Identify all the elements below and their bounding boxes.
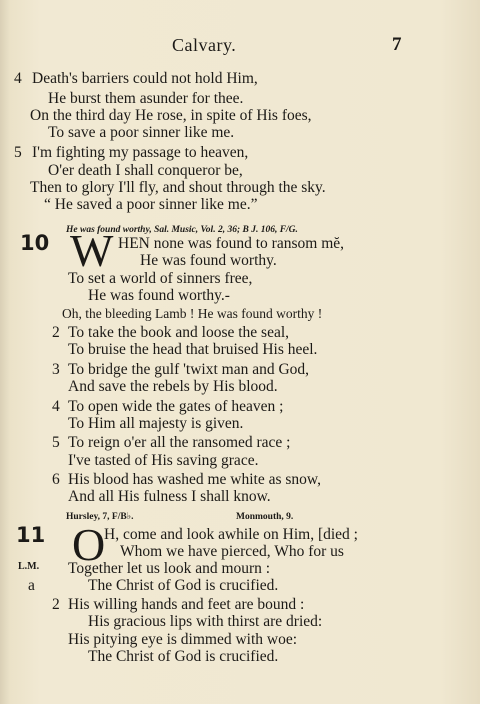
verse-line: He was found worthy.: [140, 252, 277, 269]
verse-line: And all His fulness I shall know.: [68, 488, 271, 505]
tune-reference: Hursley, 7, F/B♭.: [66, 512, 134, 522]
verse-line: He burst them asunder for thee.: [48, 90, 244, 107]
verse-line: The Christ of God is crucified.: [88, 577, 279, 594]
verse-line: The Christ of God is crucified.: [88, 648, 279, 665]
hymn-number: 11: [16, 523, 46, 547]
verse-line: Whom we have pierced, Who for us: [120, 543, 344, 560]
verse-line: To save a poor sinner like me.: [48, 124, 235, 141]
verse-line: “ He saved a poor sinner like me.”: [44, 196, 258, 213]
verse-number: 2: [52, 324, 60, 341]
verse-line: I'm fighting my passage to heaven,: [32, 144, 249, 161]
verse-number: 6: [52, 471, 60, 488]
verse-line: Death's barriers could not hold Him,: [32, 70, 258, 87]
verse-number: 5: [52, 434, 60, 451]
verse-line: I've tasted of His saving grace.: [68, 452, 259, 469]
verse-line: H, come and look awhile on Him, [died ;: [104, 526, 358, 543]
verse-line: His gracious lips with thirst are dried:: [88, 613, 323, 630]
verse-line: And save the rebels by His blood.: [68, 378, 278, 395]
tune-reference: He was found worthy, Sal. Music, Vol. 2, 36; B J. 106, F/G.: [66, 225, 298, 235]
meter-label: L.M.: [18, 561, 40, 572]
verse-line: To bruise the head that bruised His heel.: [68, 341, 318, 358]
verse-number: 3: [52, 361, 60, 378]
verse-number: 4: [52, 398, 60, 415]
verse-number: 5: [14, 144, 22, 161]
verse-line: Together let us look and mourn :: [68, 560, 271, 577]
tune-reference: Monmouth, 9.: [236, 512, 294, 522]
verse-line: To open wide the gates of heaven ;: [68, 398, 284, 415]
verse-line: To set a world of sinners free,: [68, 270, 253, 287]
verse-line: His blood has washed me white as snow,: [68, 471, 321, 488]
verse-line: To reign o'er all the ransomed race ;: [68, 434, 291, 451]
page-number: 7: [392, 34, 402, 55]
verse-number: 4: [14, 70, 22, 87]
verse-line: His willing hands and feet are bound :: [68, 596, 305, 613]
chorus-line: Oh, the bleeding Lamb ! He was found worthy !: [62, 306, 323, 321]
verse-line: Then to glory I'll fly, and shout through the sky.: [30, 179, 326, 196]
verse-line: To take the book and loose the seal,: [68, 324, 290, 341]
page-title: Calvary.: [172, 35, 237, 55]
verse-line: HEN none was found to ransom mĕ,: [118, 235, 344, 252]
verse-line: To bridge the gulf 'twixt man and God,: [68, 361, 310, 378]
verse-line: On the third day He rose, in spite of His foes,: [30, 107, 312, 124]
verse-line: To Him all majesty is given.: [68, 415, 244, 432]
verse-line: His pitying eye is dimmed with woe:: [68, 631, 298, 648]
hymn-number: 10: [20, 231, 50, 255]
verse-letter: a: [28, 577, 35, 594]
verse-line: He was found worthy.‑: [88, 287, 230, 304]
drop-cap: O: [72, 519, 106, 570]
verse-number: 2: [52, 596, 60, 613]
drop-cap: W: [70, 225, 114, 276]
verse-line: O'er death I shall conqueror be,: [48, 162, 243, 179]
